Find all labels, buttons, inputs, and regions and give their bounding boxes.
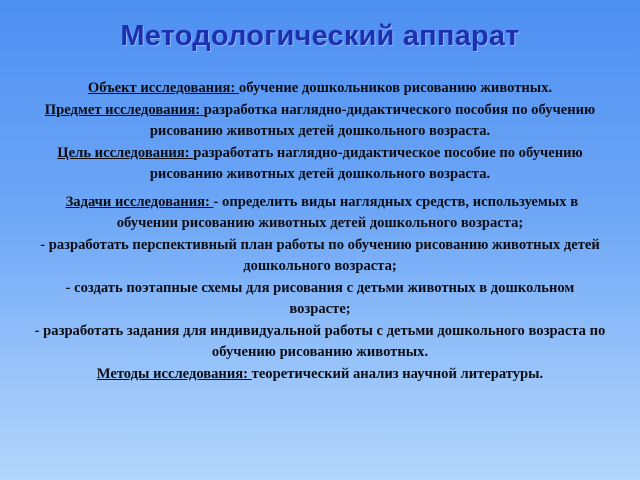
methods-text: теоретический анализ научной литературы.	[251, 365, 544, 382]
object-paragraph	[34, 78, 606, 100]
subject-text: разработка наглядно-дидактического пособия по обучению рисованию животных детей дошкольного возраста.	[149, 101, 596, 139]
task-item-1: - определить виды наглядных средств, используемых в обучении рисованию животных детей дошкольного возраста;	[116, 193, 579, 231]
task-item-4-paragraph	[34, 321, 606, 364]
task-item-4: - разработать задания для индивидуальной работы с детьми дошкольного возраста по обучению рисованию животных.	[34, 322, 606, 360]
task-item-3: - создать поэтапные схемы для рисования с детьми животных в дошкольном возрасте;	[65, 279, 575, 317]
slide-content	[34, 78, 606, 385]
object-label: Объект исследования:	[87, 80, 239, 96]
goal-paragraph	[34, 143, 606, 186]
goal-text: разработать наглядно-дидактическое пособие по обучению рисованию животных детей дошкольного возраста.	[149, 144, 583, 182]
tasks-label: Задачи исследования:	[65, 193, 214, 210]
subject-label: Предмет исследования:	[44, 101, 204, 118]
slide-title: Методологический аппарат	[120, 20, 520, 52]
subject-paragraph	[34, 100, 606, 143]
task-item-3-paragraph	[34, 278, 606, 321]
task-item-2-paragraph	[34, 235, 606, 278]
methods-label: Методы исследования:	[96, 365, 252, 382]
methods-paragraph	[34, 364, 606, 386]
goal-label: Цель исследования:	[57, 144, 194, 161]
object-text: обучение дошкольников рисованию животных.	[238, 80, 553, 96]
task-item-2: - разработать перспективный план работы по обучению рисованию животных детей дошкольного возраста;	[40, 236, 600, 274]
tasks-paragraph	[34, 192, 606, 235]
